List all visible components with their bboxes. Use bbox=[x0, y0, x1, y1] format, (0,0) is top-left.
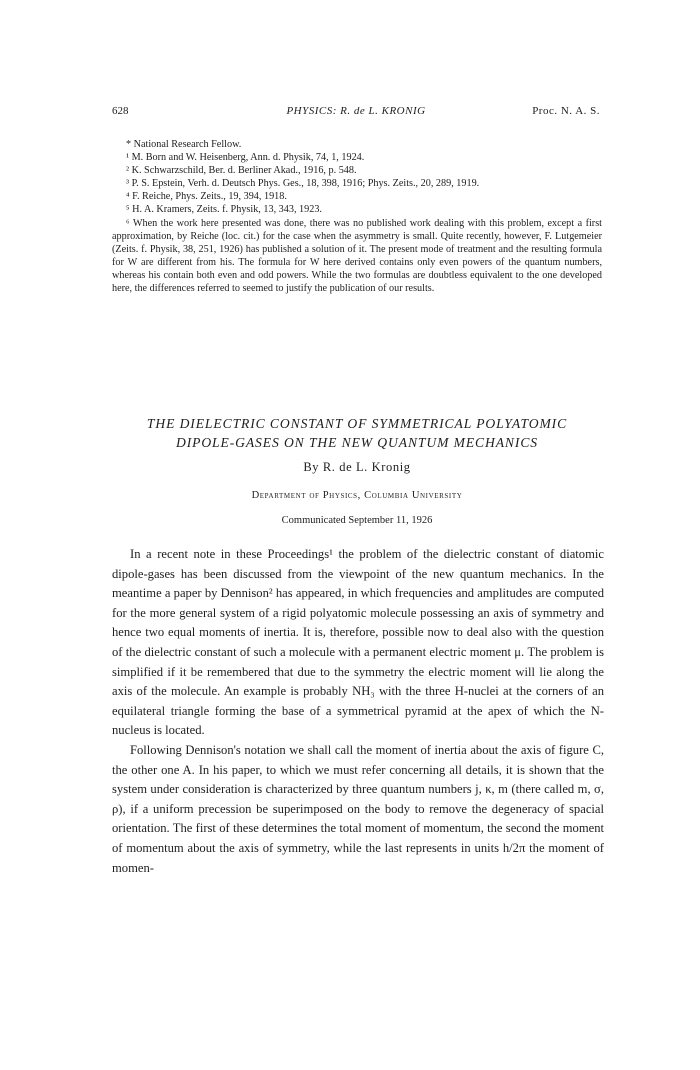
footnote: ³ P. S. Epstein, Verh. d. Deutsch Phys. Ges., 18, 398, 1916; Phys. Zeits., 20, 289, 1919. bbox=[126, 178, 480, 190]
page-number: 628 bbox=[112, 105, 129, 117]
title-line: DIPOLE-GASES ON THE NEW QUANTUM MECHANICS bbox=[175, 435, 538, 450]
communicated-date: Communicated September 11, 1926 bbox=[281, 515, 433, 526]
running-title: PHYSICS: R. de L. KRONIG bbox=[286, 105, 426, 117]
page-header bbox=[112, 103, 600, 119]
footnote: ⁵ H. A. Kramers, Zeits. f. Physik, 13, 343, 1923. bbox=[126, 204, 322, 216]
title-line: THE DIELECTRIC CONSTANT OF SYMMETRICAL POLYATOMIC bbox=[146, 416, 568, 431]
footnote: * National Research Fellow. bbox=[126, 139, 242, 150]
body-paragraph: In a recent note in these Proceedings¹ the problem of the dielectric constant of diatomic dipole-gases has been discussed from the viewpoint of the new quantum mechanics. In the meantime a paper by Dennison² has appeared, in which frequencies and amplitudes are computed for the more general system of a rigid polyatomic molecule possessing an axis of symmetry and hence two equal moments of inertia. It is, therefore, possible now to deal also with the question of the dielectric constant of such a molecule with a permanent electric moment μ. The problem is simplified if it be remembered that due to the symmetry the electric moment will lie along the axis of the molecule. An example is probably NH₃ with the three H-nuclei at the corners of an equilateral triangle forming the base of a symmetrical pyramid at the apex of which the N-nucleus is located. bbox=[112, 547, 604, 738]
footnote: ⁴ F. Reiche, Phys. Zeits., 19, 394, 1918. bbox=[126, 191, 287, 203]
article-body bbox=[112, 545, 604, 878]
footnotes bbox=[112, 138, 602, 295]
article-title bbox=[112, 414, 602, 452]
author-byline: By R. de L. Kronig bbox=[303, 460, 411, 474]
journal-abbreviation: Proc. N. A. S. bbox=[532, 105, 600, 117]
footnote: ² K. Schwarzschild, Ber. d. Berliner Akad., 1916, p. 548. bbox=[126, 165, 357, 177]
footnote: ¹ M. Born and W. Heisenberg, Ann. d. Physik, 74, 1, 1924. bbox=[126, 152, 365, 164]
body-paragraph: Following Dennison's notation we shall call the moment of inertia about the axis of figure C, the other one A. In his paper, to which we must refer concerning all details, it is shown that the system under consideration is characterized by three quantum numbers j, κ, m (there called m, σ, ρ), if a uniform precession be superimposed on the body to remove the degeneracy of spacial orientation. The first of these determines the total moment of momentum, the second the moment of momentum about the axis of symmetry, while the last represents in units h/2π the moment of momen- bbox=[112, 742, 604, 875]
footnote-long: ⁶ When the work here presented was done, there was no published work dealing with this problem, except a first approximation, by Reiche (loc. cit.) for the case when the asymmetry is small. Quite recently, however, F. Lutgemeier (Zeits. f. Physik, 38, 251, 1926) has published a solution of it. The present mode of treatment and the resulting formula for W are different from his. The formula for W here derived contains only even powers of the quantum numbers, whereas his contain both even and odd powers. While the two formulas are doubtless equivalent to the one developed here, the differences referred to seemed to justify the publication of our results. bbox=[112, 217, 602, 295]
author-affiliation: Department of Physics, Columbia University bbox=[251, 490, 463, 501]
